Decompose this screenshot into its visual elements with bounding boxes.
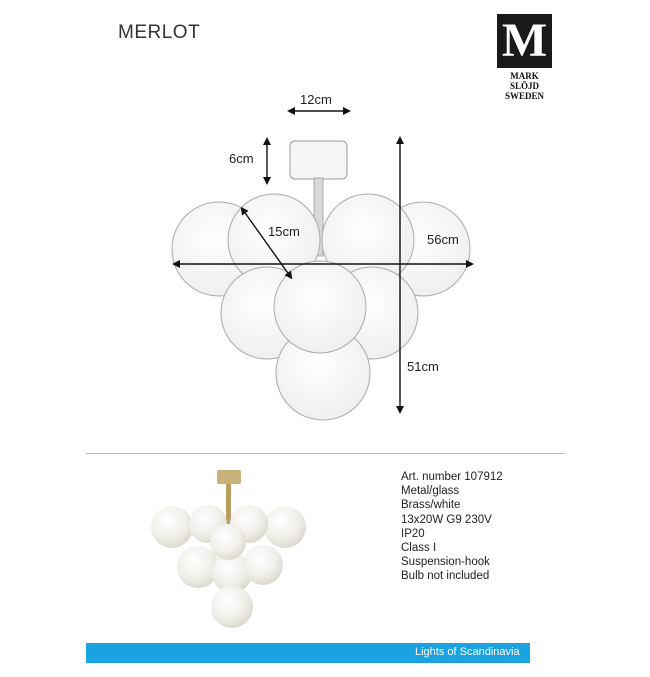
- spec-item: Class I: [401, 542, 437, 555]
- dim-label-canopy-width: 12cm: [300, 92, 332, 107]
- photo-globe: [243, 545, 283, 585]
- footer-tagline: Lights of Scandinavia: [415, 646, 520, 658]
- brand-line: SLÖJD: [509, 81, 539, 91]
- spec-list: [401, 470, 503, 584]
- photo-globe: [211, 586, 253, 628]
- spec-item: 13x20W G9 230V: [401, 513, 492, 526]
- canopy: [290, 141, 347, 179]
- spec-item: Suspension-hook: [401, 556, 490, 569]
- photo-globe: [151, 506, 193, 548]
- photo-globe: [210, 524, 246, 560]
- spec-item: Bulb not included: [401, 570, 490, 583]
- spec-item: Metal/glass: [401, 485, 460, 498]
- divider: [86, 453, 565, 454]
- spec-item: IP20: [401, 527, 425, 540]
- photo-globe: [264, 506, 306, 548]
- spec-item: Brass/white: [401, 499, 461, 512]
- dim-label-globe: 15cm: [268, 224, 300, 239]
- dim-label-total-width: 56cm: [427, 232, 459, 247]
- photo-globe: [177, 546, 219, 588]
- dim-label-canopy-height: 6cm: [229, 151, 254, 166]
- photo-stem: [226, 484, 231, 524]
- product-photo: [150, 470, 320, 635]
- photo-canopy: [217, 470, 241, 484]
- brand-line: SWEDEN: [504, 91, 544, 101]
- product-title: MERLOT: [118, 22, 201, 43]
- globe: [274, 261, 366, 353]
- dim-label-total-height: 51cm: [407, 359, 439, 374]
- spec-item: Art. number 107912: [401, 471, 503, 483]
- footer-bar: [86, 643, 530, 663]
- brand-line: MARK: [510, 71, 539, 81]
- brand-mark: M: [497, 14, 552, 68]
